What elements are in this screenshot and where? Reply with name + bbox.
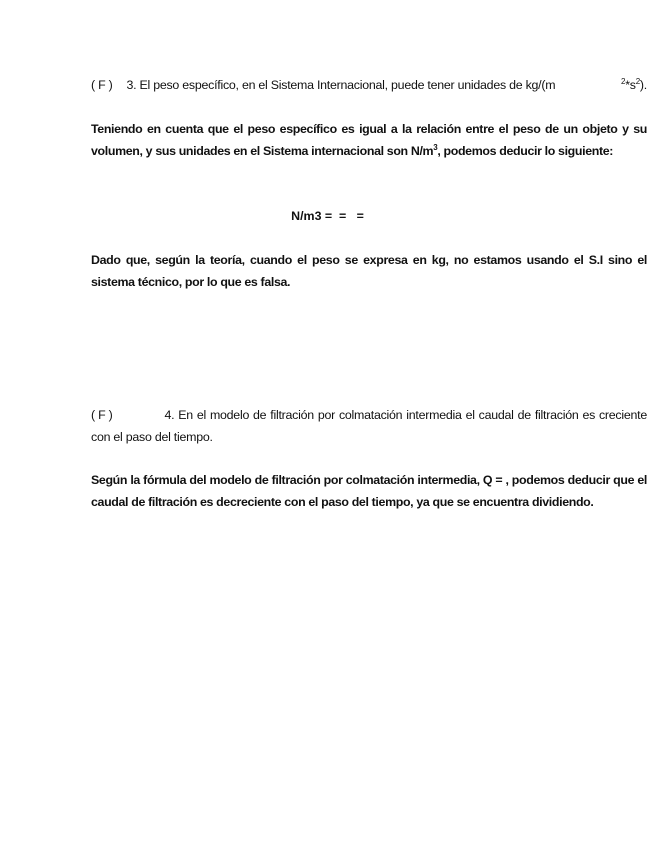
question-3-units-tail: $^2*s^2$). — [620, 76, 647, 92]
question-4 — [91, 404, 647, 448]
question-4-answer-mark: ( F ) — [91, 408, 113, 422]
superscript-3: 3 — [433, 142, 438, 152]
answer-4-explanation: Según la fórmula del modelo de filtración por colmatación intermedia, Q = , podemos deducir que el caudal de filtración es decreciente con el paso del tiempo, ya que se encuentra dividiendo. — [91, 473, 647, 509]
question-3-statement-start: 3. El peso específico, en el Sistema Internacional, puede tener unidades de kg/(m — [126, 78, 556, 92]
answer-3-conclusion: Dado que, según la teoría, cuando el peso se expresa en kg, no estamos usando el S.I sino el sistema técnico, por lo que es falsa. — [91, 253, 647, 289]
question-3-statement — [126, 74, 621, 96]
superscript-2: 2 — [620, 76, 626, 86]
question-3-answer-mark: ( F ) — [91, 78, 113, 92]
question-3 — [91, 74, 647, 96]
question-3-line — [91, 74, 647, 96]
superscript-2: 2 — [635, 76, 640, 86]
answer-3-explanation: Teniendo en cuenta que el peso específico es igual a la relación entre el peso de un objeto y su volumen, y sus unidades en el Sistema internacional son $N/m^3$, podemos deducir lo siguiente: — [91, 122, 647, 158]
question-4-statement: 4. En el modelo de filtración por colmatación intermedia el caudal de filtración es creciente con el paso del tiempo. — [91, 408, 647, 444]
formula-line: N/m3 = = = — [291, 209, 364, 223]
